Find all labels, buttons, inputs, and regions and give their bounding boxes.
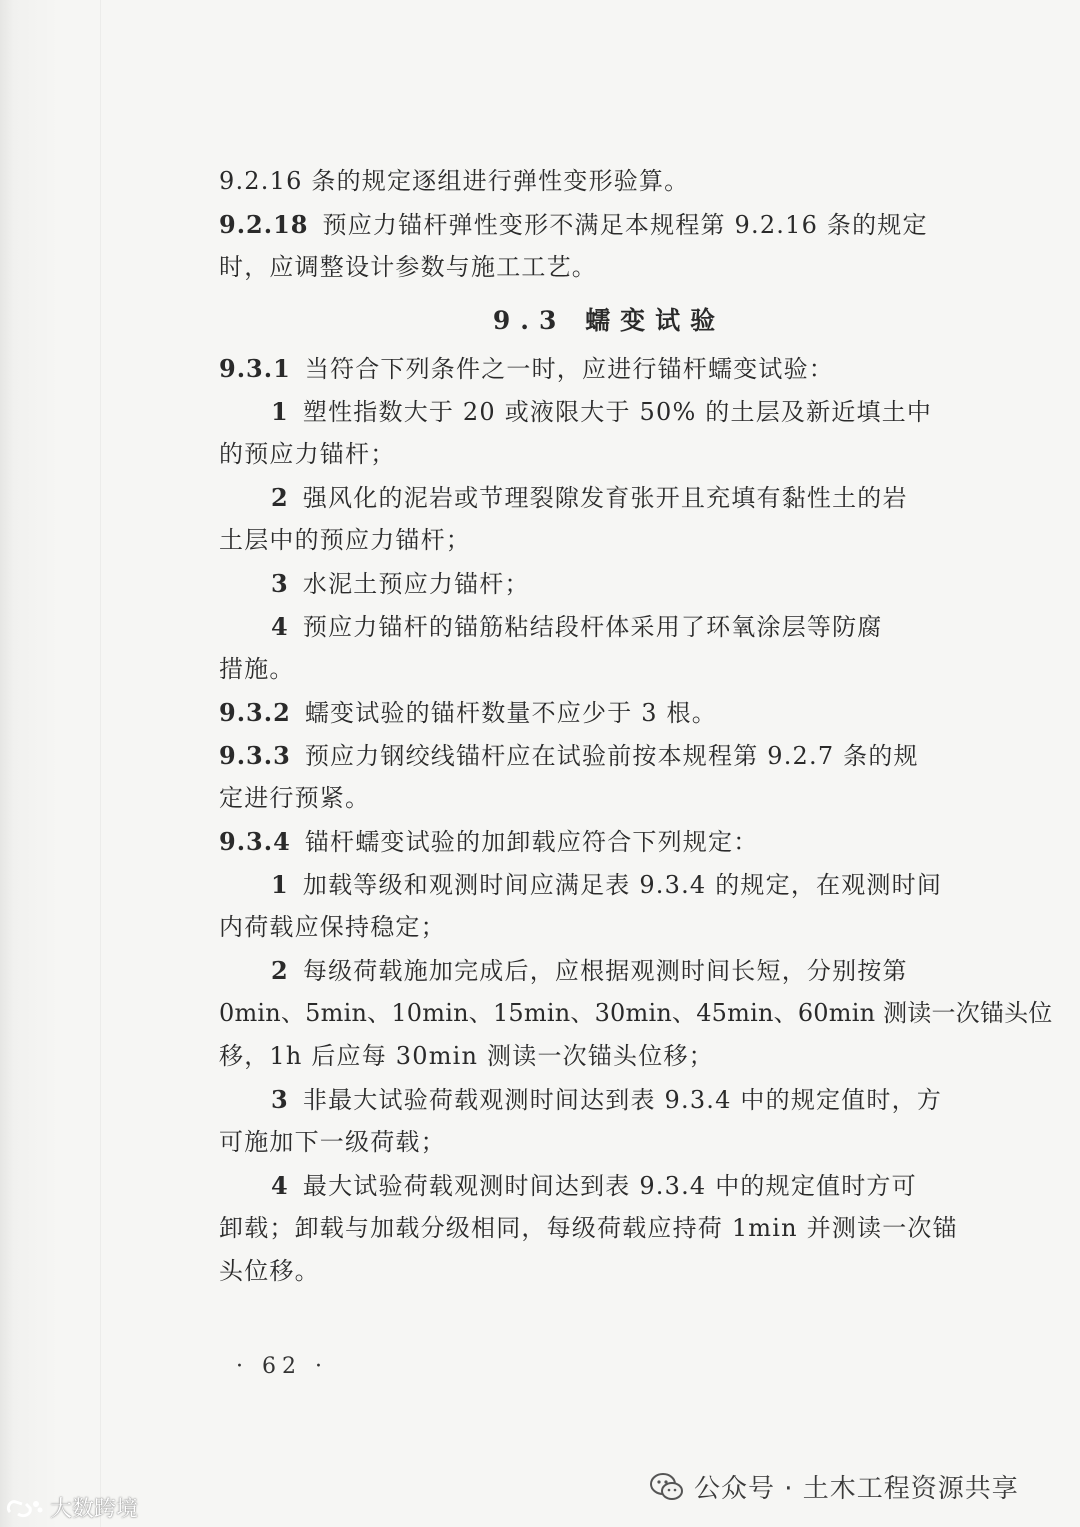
clause-text: 当符合下列条件之一时，应进行锚杆蠕变试验：: [304, 355, 835, 383]
watermark-right-text: 公众号 · 土木工程资源共享: [694, 1474, 1019, 1504]
text-line: 9.2.16 条的规定逐组进行弹性变形验算。: [219, 167, 690, 195]
watermark-right: [650, 1468, 1019, 1505]
text-line: 措施。: [219, 655, 295, 683]
list-item: [219, 562, 979, 605]
item-number: 3: [271, 1085, 289, 1114]
item-number: 3: [271, 569, 289, 598]
list-item: [219, 476, 979, 519]
clause-text: 预应力钢绞线锚杆应在试验前按本规程第 9.2.7 条的规: [304, 742, 919, 770]
text-line: 可施加下一级荷载；: [219, 1128, 446, 1156]
item-number: 4: [271, 612, 289, 641]
clause-number: 9.3.1: [219, 354, 291, 383]
page-content: [219, 160, 1053, 1293]
list-item: [219, 1078, 979, 1121]
list-item: [219, 390, 979, 433]
binding-gutter: [100, 0, 101, 1527]
clause-number: 9.3.3: [219, 741, 291, 770]
link-logo-icon: [4, 1496, 44, 1520]
list-item: [219, 605, 979, 648]
clause-9-3-1: [219, 347, 979, 390]
text-line: 移，1h 后应每 30min 测读一次锚头位移；: [219, 1042, 714, 1070]
item-text: 水泥土预应力锚杆；: [302, 570, 530, 598]
clause-text: 预应力锚杆弹性变形不满足本规程第 9.2.16 条的规定: [322, 211, 928, 239]
clause-9-2-18: [219, 203, 979, 246]
item-text: 非最大试验荷载观测时间达到表 9.3.4 中的规定值时，方: [302, 1086, 943, 1114]
list-item: [219, 1164, 979, 1207]
text-line: 时，应调整设计参数与施工工艺。: [219, 253, 597, 281]
item-number: 1: [271, 870, 289, 899]
item-text: 加载等级和观测时间应满足表 9.3.4 的规定，在观测时间: [302, 871, 943, 899]
item-number: 2: [271, 483, 289, 512]
clause-number: 9.2.18: [219, 210, 309, 239]
item-text: 塑性指数大于 20 或液限大于 50% 的土层及新近填土中: [302, 398, 933, 426]
section-heading: 9.3 蠕变试验: [492, 306, 726, 335]
text-line: 头位移。: [219, 1257, 320, 1285]
page-number: · 62 ·: [236, 1354, 328, 1379]
clause-9-3-3: [219, 734, 979, 777]
clause-number: 9.3.4: [219, 827, 291, 856]
text-line: 土层中的预应力锚杆；: [219, 526, 471, 554]
text-line: 定进行预紧。: [219, 784, 371, 812]
clause-text: 锚杆蠕变试验的加卸载应符合下列规定：: [304, 828, 759, 856]
clause-number: 9.3.2: [219, 698, 291, 727]
text-line: 0min、5min、10min、15min、30min、45min、60min 测读一次锚头位: [219, 999, 1053, 1027]
item-text: 最大试验荷载观测时间达到表 9.3.4 中的规定值时方可: [302, 1172, 917, 1200]
text-line: 内荷载应保持稳定；: [219, 913, 446, 941]
item-text: 预应力锚杆的锚筋粘结段杆体采用了环氧涂层等防腐: [302, 613, 883, 641]
item-text: 每级荷载施加完成后，应根据观测时间长短，分别按第: [302, 957, 908, 985]
clause-9-3-2: [219, 691, 979, 734]
item-number: 1: [271, 397, 289, 426]
watermark-left-text: 大数跨境: [50, 1497, 139, 1522]
item-number: 2: [271, 956, 289, 985]
watermark-left: [4, 1492, 138, 1523]
text-line: 卸载；卸载与加载分级相同，每级荷载应持荷 1min 并测读一次锚: [219, 1214, 958, 1242]
clause-text: 蠕变试验的锚杆数量不应少于 3 根。: [304, 699, 717, 727]
list-item: [219, 949, 979, 992]
item-text: 强风化的泥岩或节理裂隙发育张开且充填有黏性土的岩: [302, 484, 908, 512]
list-item: [219, 863, 979, 906]
clause-9-3-4: [219, 820, 979, 863]
item-number: 4: [271, 1171, 289, 1200]
text-line: 的预应力锚杆；: [219, 440, 396, 468]
wechat-icon: [650, 1472, 684, 1502]
